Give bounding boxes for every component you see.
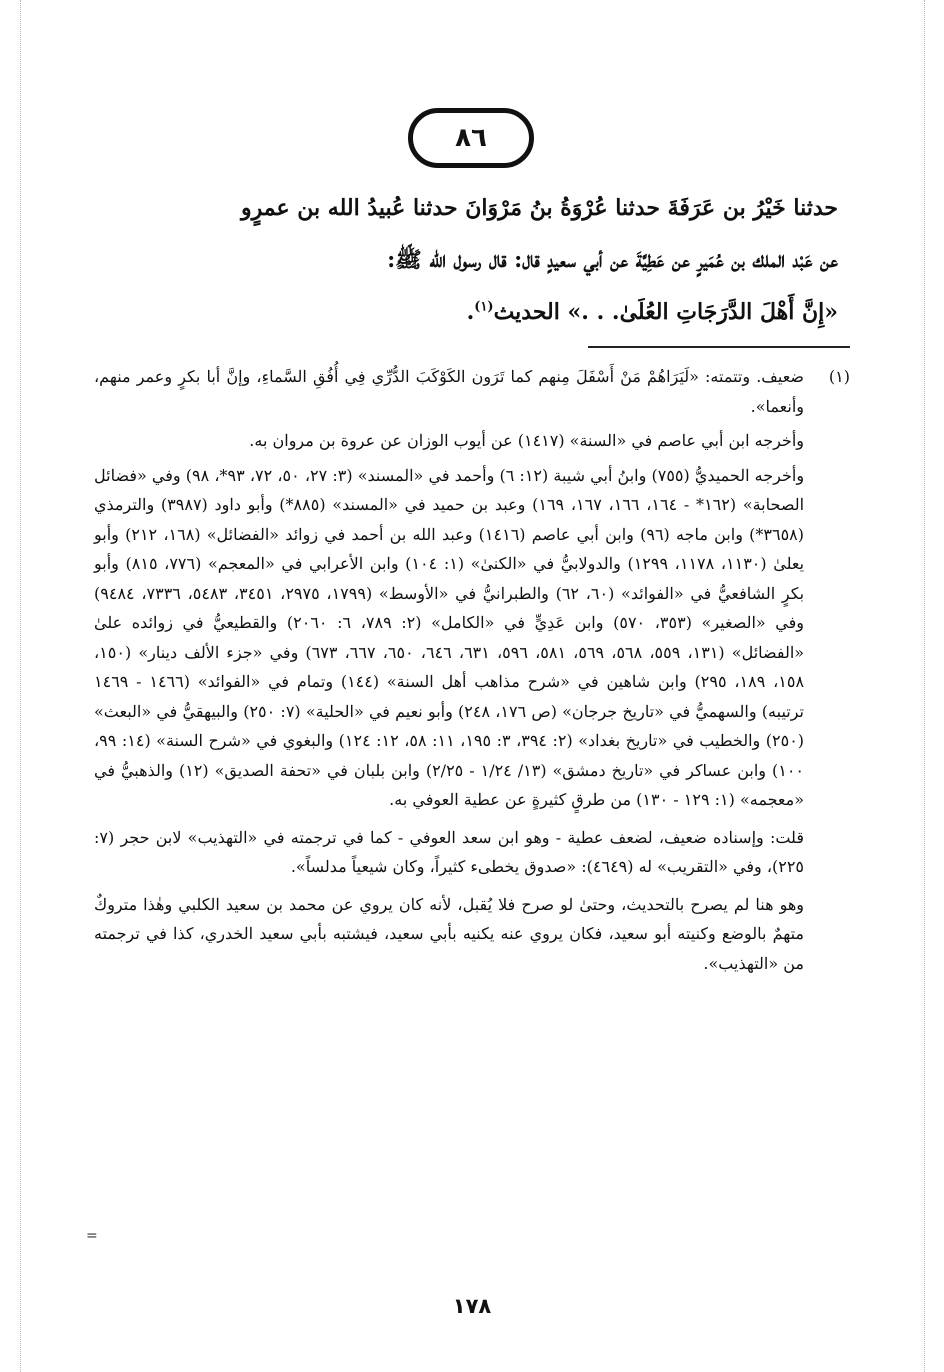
hadith-number: ٨٦ — [455, 123, 487, 153]
footnote-paragraph-5: وهو هنا لم يصرح بالتحديث، وحتىٰ لو صرح فلا يُقبل، لأنه كان يروي عن محمد بن سعيد الكلبي وهٰذا متروكٌ متهمٌ بالوضع وكنيته أبو سعيد، فكان يروي عنه يكنيه بأبي سعيد، فيشتبه بأبي سعيد الخدري، كذا في ترجمته من «التهذيب». — [94, 894, 805, 973]
footnote-paragraph-2: وأخرجه ابن أبي عاصم في «السنة» (١٤١٧) عن أيوب الوزان عن عروة بن مروان به. — [249, 431, 804, 450]
footnote-1 — [94, 362, 850, 983]
footnote-reference[interactable]: (١) — [474, 299, 494, 315]
page-edge-left — [20, 0, 21, 1372]
hadith-line-1: حدثنا خَيْرُ بن عَرَفَةَ حدثنا عُرْوَةُ بنُ مَرْوَانَ حدثنا عُبيدُ الله بن عمرٍو — [241, 195, 838, 221]
page-edge-right — [924, 0, 925, 1372]
footnote-paragraph-3: وأخرجه الحميديُّ (٧٥٥) وابنُ أبي شيبة (١٢: ٦) وأحمد في «المسند» (٣: ٢٧، ٥٠، ٧٢، ٩٣*، ٩٨) وفي «فضائل الصحابة» (١٦٢* - ١٦٤، ١٦٦، ١٦٧، ١٦٩) وعبد بن حميد في «المسند» (٨٨٥*) وأبو داود (٣٩٨٧) والترمذي (٣٦٥٨*) وابن ماجه (٩٦) وابن أبي عاصم (١٤١٦) وعبد الله بن أحمد في زوائد «الفضائل» (١٦٨، ٢١٢) وأبو يعلىٰ (١١٣٠، ١١٧٨، ١٢٩٩) والدولابيُّ في «الكنىٰ» (١: ١٠٤) وابن الأعرابي في «المعجم» (٧٧٦، ٨١٥) وأبو بكرٍ الشافعيُّ في «الفوائد» (٦٠، ٦٢) والطبرانيُّ في «الأوسط» (١٧٩٩، ٢٩٧٥، ٣٤٥١، ٥٤٨٣، ٧٣٣٦، ٩٤٨٤) وفي «الصغير» (٣٥٣، ٥٧٠) وابن عَدِيٍّ في «الكامل» (٢: ٧٨٩، ٦: ٢٠٦٠) والقطيعيُّ في زوائده علىٰ «الفضائل» (١٣١، ٥٥٩، ٥٦٨، ٥٦٩، ٥٨١، ٥٩٦، ٦٣١، ٦٤٦، ٦٥٠، ٦٦٧، ٦٧٣) وفي «جزء الألف دينار» (١٥٠، ١٥٨، ١٨٩، ٢٩٥) وابن شاهين في «شرح مذاهب أهل السنة» (١٤٤) وتمام في «الفوائد» (١٤٦٦ - ١٤٦٩ ترتيبه) والسهميُّ في «تاريخ جرجان» (ص ١٧٦، ٢٤٨) وأبو نعيم في «الحلية» (٧: ٢٥٠) والبيهقيُّ في «البعث» (٢٥٠) والخطيب في «تاريخ بغداد» (٢: ٣٩٤، ٣: ١٩٥، ١١: ٥٨، ١٢: ١٢٤) والبغوي في «شرح السنة» (١٤: ٩٩، ١٠٠) وابن عساكر في «تاريخ دمشق» (١٣/ ١/٢٤ - ٢/٢٥) وابن بلبان في «تحفة الصديق» (١٢) والذهبيُّ في «معجمه» (١: ١٢٩ - ١٣٠) من طرقٍ كثيرةٍ عن عطية العوفي به. — [94, 465, 805, 809]
hadith-line-2: عن عَبْد الملك بن عُمَيرٍ عن عَطِيَّةَ عن أبي سعيدٍ قال: قال رسول الله ﷺ: — [387, 247, 838, 273]
footnote-section — [94, 362, 850, 983]
hadith-line-3: «إِنَّ أَهْلَ الدَّرَجَاتِ العُلَىٰ. . .» الحديث$^{(١)}$. — [466, 299, 838, 325]
hadith-line-3-text: «إِنَّ أَهْلَ الدَّرَجَاتِ العُلَىٰ. . .» الحديث — [493, 299, 838, 325]
hadith-number-badge — [408, 108, 534, 168]
footnote-paragraph-1: ضعيف. وتتمته: «لَيَرَاهُمْ مَنْ أَسْفَلَ مِنهم كما تَرَون الكَوْكَبَ الدُّرِّي فِي أُفُقِ السَّماءِ، وإنَّ أبا بكرٍ وعمر منهم، وأنعما». — [94, 367, 804, 416]
footnote-paragraph-4: قلت: وإسناده ضعيف، لضعف عطية - وهو ابن سعد العوفي - كما في ترجمته في «التهذيب» لابن حجر (٧: ٢٢٥)، وفي «التقريب» له (٤٦٤٩): «صدوق يخطىء كثيراً، وكان شيعياً مدلساً». — [94, 827, 804, 876]
footnote-separator — [588, 346, 850, 348]
hadith-text — [96, 182, 838, 338]
footnote-label: (١) — [828, 367, 850, 386]
page-number: ١٧٨ — [452, 1294, 492, 1318]
margin-mark: = — [86, 1228, 98, 1244]
footnote-body — [94, 362, 804, 983]
